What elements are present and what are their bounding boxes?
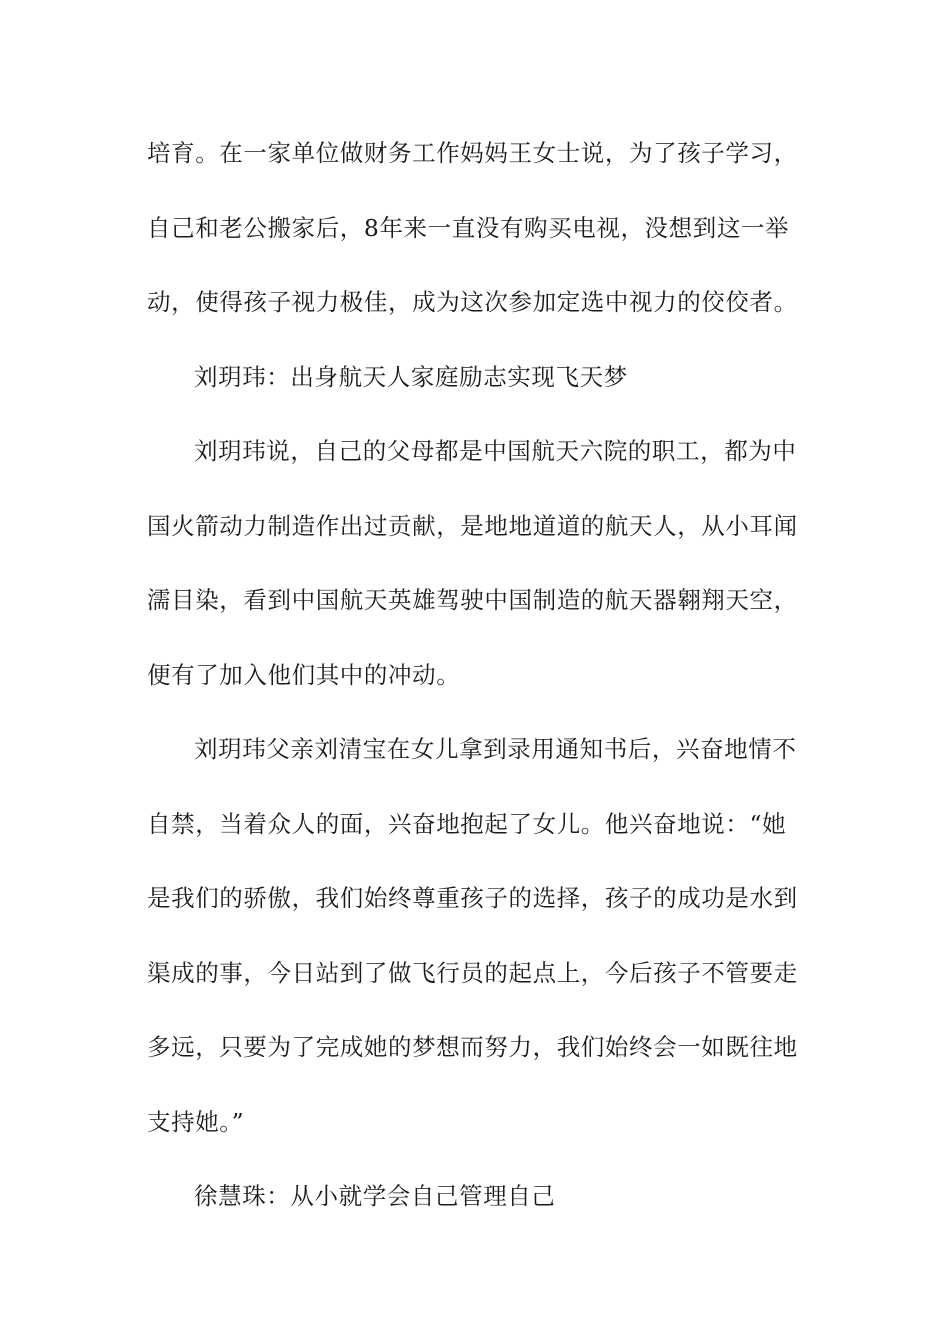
text-line: 渠成的事，今日站到了做飞行员的起点上，今后孩子不管要走	[147, 958, 798, 987]
text-line: 便有了加入他们其中的冲动。	[147, 660, 461, 689]
text-line: 自禁，当着众人的面，兴奋地抱起了女儿。他兴奋地说：“她	[147, 809, 787, 838]
text-line: 培育。在一家单位做财务工作妈妈王女士说，为了孩子学习，	[147, 139, 798, 167]
text-line: 国火箭动力制造作出过贡献，是地地道道的航天人，从小耳闻	[147, 511, 798, 540]
text-line: 是我们的骄傲，我们始终尊重孩子的选择，孩子的成功是水到	[147, 884, 798, 912]
text-line: 濡目染，看到中国航天英雄驾驶中国制造的航天器翱翔天空，	[147, 586, 798, 614]
section-heading: 刘玥玮：出身航天人家庭励志实现飞天梦	[194, 362, 628, 391]
section-heading: 徐慧珠：从小就学会自己管理自己	[194, 1182, 556, 1210]
document-body	[147, 130, 798, 1248]
text-line: 刘玥玮父亲刘清宝在女儿拿到录用通知书后，兴奋地情不	[194, 735, 797, 763]
text-line: 刘玥玮说，自己的父母都是中国航天六院的职工，都为中	[194, 437, 797, 465]
text-line: 自己和老公搬家后，8年来一直没有购买电视，没想到这一举	[147, 213, 790, 242]
text-line: 支持她。”	[147, 1107, 245, 1136]
text-line: 动，使得孩子视力极佳，成为这次参加定选中视力的佼佼者。	[147, 288, 798, 316]
text-line: 多远，只要为了完成她的梦想而努力，我们始终会一如既往地	[147, 1033, 798, 1061]
